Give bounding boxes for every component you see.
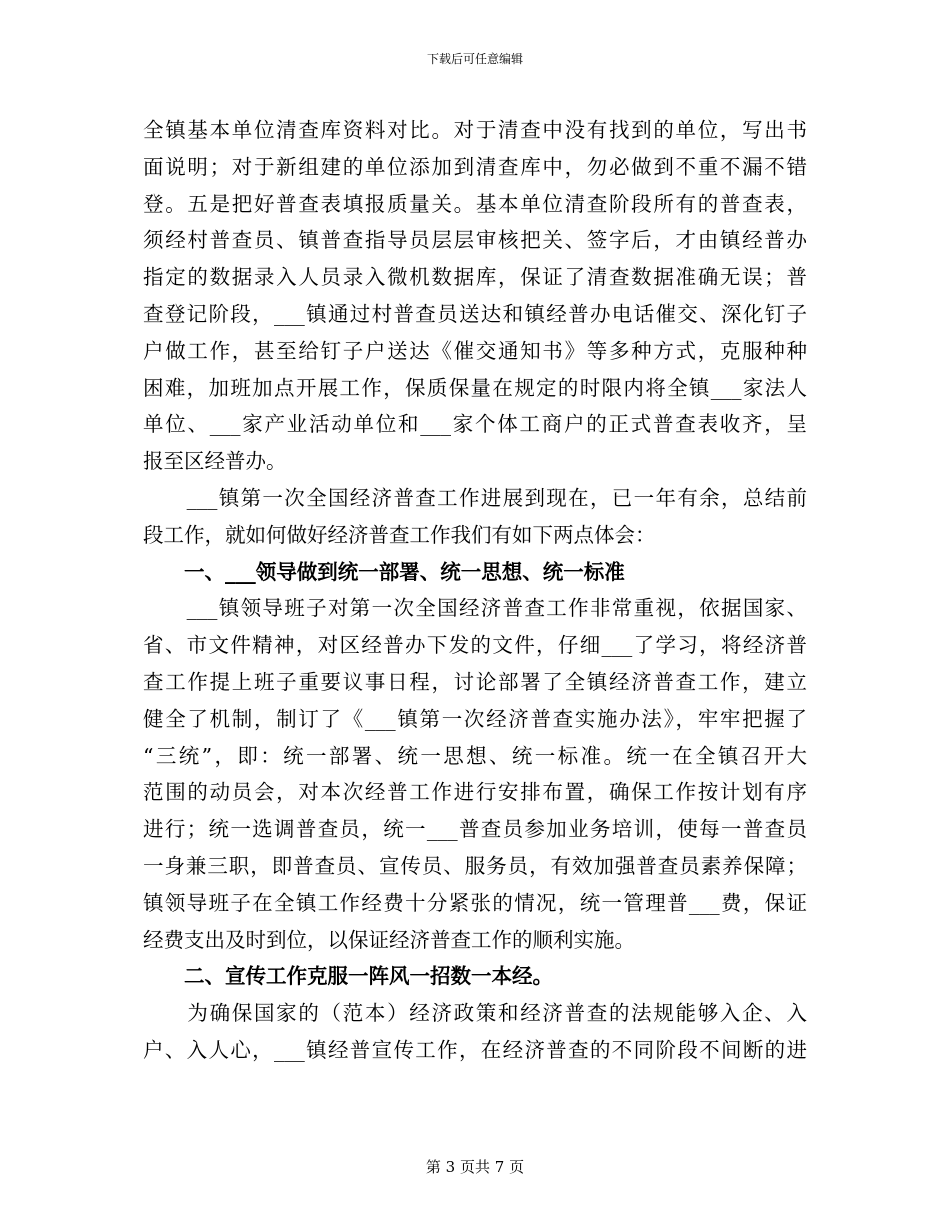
body-line: 省、市文件精神，对区经普办下发的文件，仔细___了学习，将经济普 bbox=[143, 633, 807, 658]
body-line: 进行；统一选调普查员，统一___普查员参加业务培训，使每一普查员 bbox=[143, 817, 807, 842]
body-line: 单位、___家产业活动单位和___家个体工商户的正式普查表收齐，呈 bbox=[143, 412, 807, 437]
body-line: 经费支出及时到位，以保证经济普查工作的顺利实施。 bbox=[143, 927, 635, 952]
body-line: 户、入人心，___镇经普宣传工作，在经济普查的不同阶段不间断的进 bbox=[143, 1037, 807, 1062]
body-line: 健全了机制，制订了《___镇第一次经济普查实施办法》，牢牢把握了 bbox=[143, 706, 807, 731]
body-line: 须经村普查员、镇普查指导员层层审核把关、签字后，才由镇经普办 bbox=[143, 228, 807, 253]
section-heading: 二、宣传工作克服一阵风一招数一本经。 bbox=[143, 964, 553, 989]
body-line: 面说明；对于新组建的单位添加到清查库中，勿必做到不重不漏不错 bbox=[143, 154, 807, 179]
body-line: 一身兼三职，即普查员、宣传员、服务员，有效加强普查员素养保障； bbox=[143, 853, 807, 878]
document-body bbox=[143, 112, 807, 1069]
body-line: ___镇领导班子对第一次全国经济普查工作非常重视，依据国家、 bbox=[143, 596, 807, 621]
body-line: 指定的数据录入人员录入微机数据库，保证了清查数据准确无误；普 bbox=[143, 265, 807, 290]
page-header-note: 下载后可任意编辑 bbox=[426, 52, 523, 66]
body-line: 户做工作，甚至给钉子户送达《催交通知书》等多种方式，克服种种 bbox=[143, 338, 807, 363]
body-line: “三统”，即：统一部署、统一思想、统一标准。统一在全镇召开大 bbox=[143, 743, 807, 768]
body-line: 查登记阶段，___镇通过村普查员送达和镇经普办电话催交、深化钉子 bbox=[143, 301, 807, 326]
body-line: 全镇基本单位清查库资料对比。对于清查中没有找到的单位，写出书 bbox=[143, 118, 807, 142]
body-line: 范围的动员会，对本次经普工作进行安排布置，确保工作按计划有序 bbox=[143, 780, 807, 805]
body-line: 报至区经普办。 bbox=[143, 449, 287, 474]
body-line: 镇领导班子在全镇工作经费十分紧张的情况，统一管理普___费，保证 bbox=[143, 890, 807, 915]
body-line: 困难，加班加点开展工作，保质保量在规定的时限内将全镇___家法人 bbox=[143, 375, 807, 400]
page-number: 第 3 页共 7 页 bbox=[425, 1158, 525, 1176]
section-heading: 一、___领导做到统一部署、统一思想、统一标准 bbox=[143, 559, 625, 584]
body-line: 登。五是把好普查表填报质量关。基本单位清查阶段所有的普查表， bbox=[143, 191, 807, 216]
body-line: 查工作提上班子重要议事日程，讨论部署了全镇经济普查工作，建立 bbox=[143, 669, 807, 694]
body-line: ___镇第一次全国经济普查工作进展到现在，已一年有余，总结前 bbox=[143, 485, 807, 510]
body-line: 为确保国家的（范本）经济政策和经济普查的法规能够入企、入 bbox=[143, 1001, 807, 1026]
body-line: 段工作，就如何做好经济普查工作我们有如下两点体会： bbox=[143, 522, 656, 547]
